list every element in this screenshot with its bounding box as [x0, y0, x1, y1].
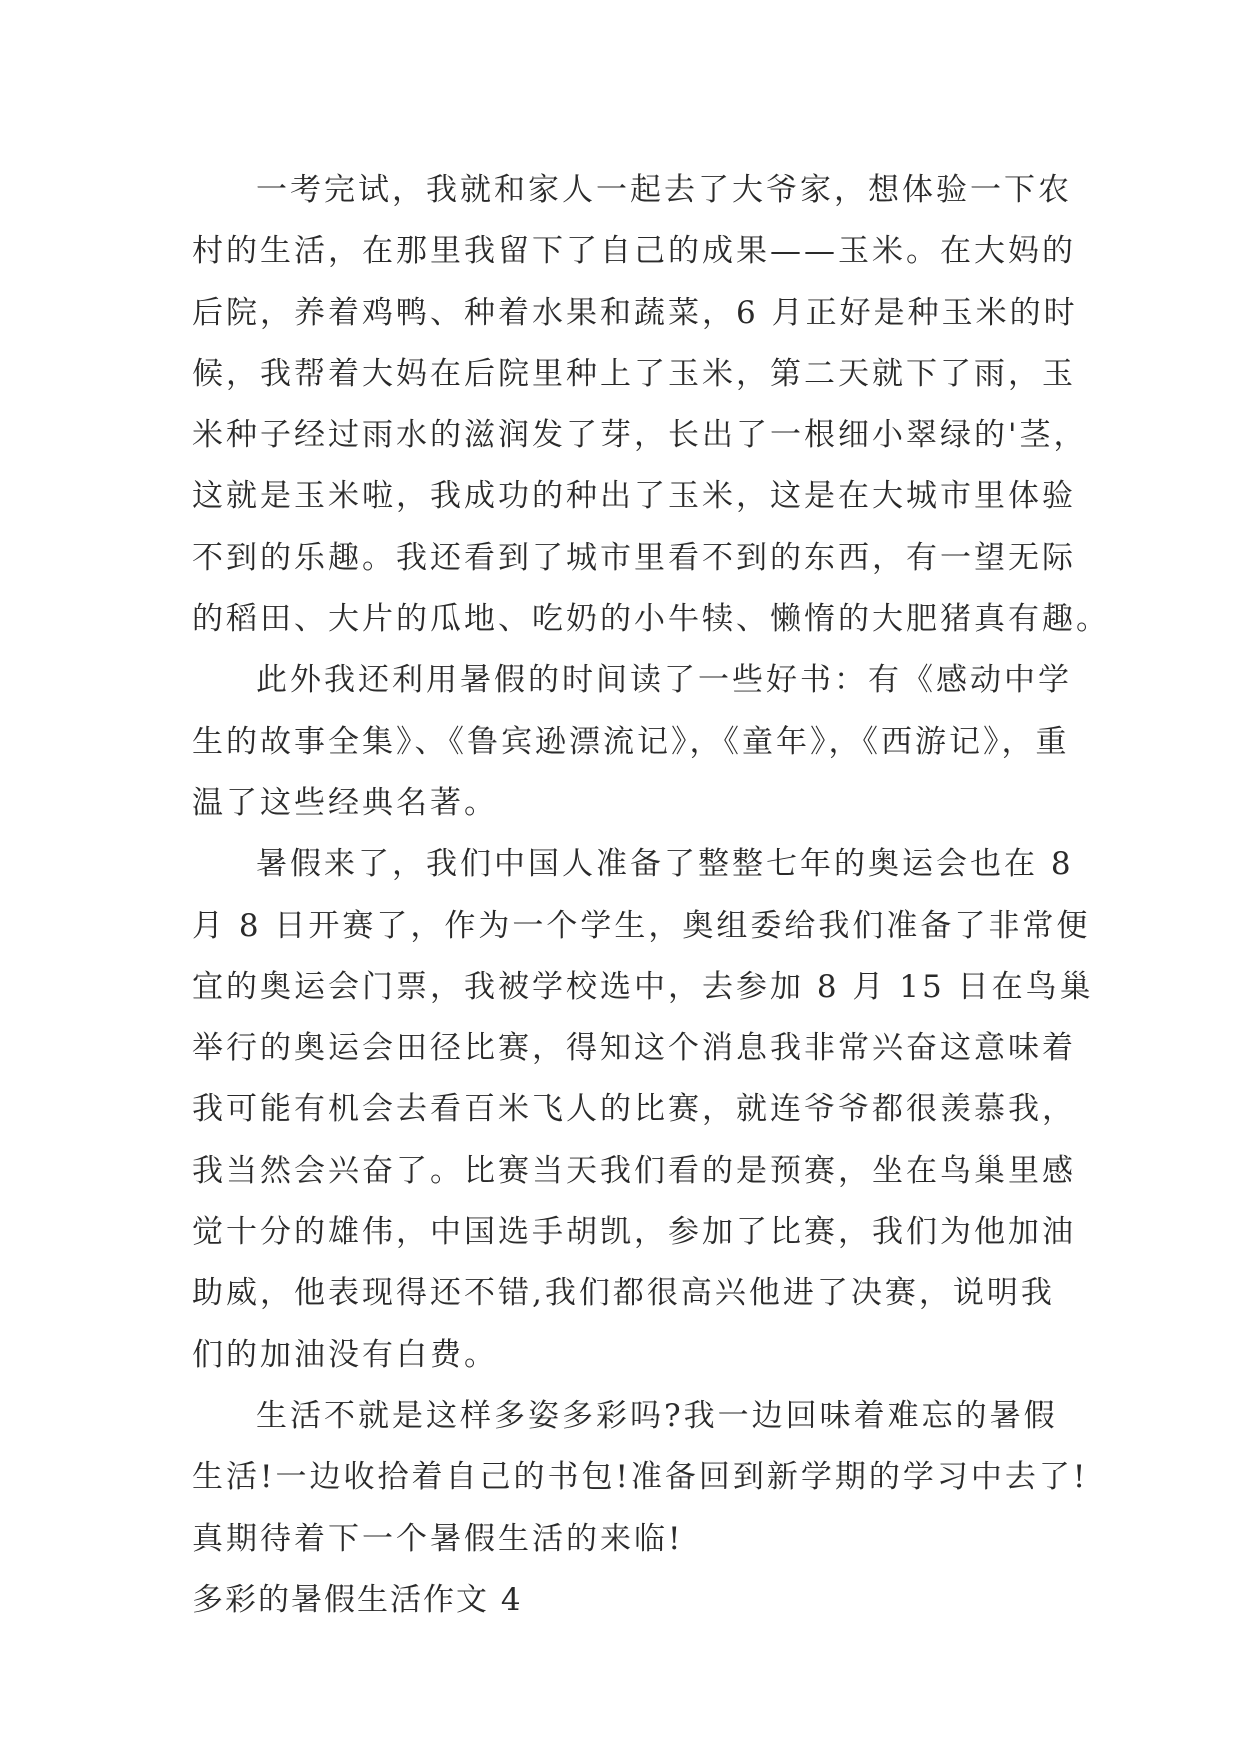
text-line: 生活!一边收拾着自己的书包!准备回到新学期的学习中去了!: [192, 1459, 1089, 1496]
paragraph-reading: [192, 650, 1072, 834]
text-line: 此外我还利用暑假的时间读了一些好书：有《感动中学: [256, 662, 1072, 699]
text-line: 月 8 日开赛了，作为一个学生，奥组委给我们准备了非常便: [192, 907, 1091, 944]
next-essay-heading: 多彩的暑假生活作文 4: [192, 1581, 523, 1618]
document-body: [192, 160, 1110, 1631]
text-line: 这就是玉米啦，我成功的种出了玉米，这是在大城市里体验: [192, 478, 1076, 515]
text-line: 助威，他表现得还不错,我们都很高兴他进了决赛，说明我: [192, 1275, 1055, 1312]
text-line: 们的加油没有白费。: [192, 1336, 498, 1373]
text-line: 不到的乐趣。我还看到了城市里看不到的东西，有一望无际: [192, 539, 1076, 576]
text-line: 我当然会兴奋了。比赛当天我们看的是预赛，坐在鸟巢里感: [192, 1152, 1076, 1189]
text-line: 村的生活，在那里我留下了自己的成果——玉米。在大妈的: [192, 233, 1076, 270]
text-line: 一考完试，我就和家人一起去了大爷家，想体验一下农: [256, 172, 1072, 208]
text-line: 米种子经过雨水的滋润发了芽，长出了一根细小翠绿的'茎，: [192, 417, 1088, 454]
text-line: 我可能有机会去看百米飞人的比赛，就连爷爷都很羡慕我，: [192, 1091, 1076, 1128]
text-line: 的稻田、大片的瓜地、吃奶的小牛犊、懒惰的大肥猪真有趣。: [192, 601, 1110, 638]
text-line: 温了这些经典名著。: [192, 784, 498, 821]
text-line: 举行的奥运会田径比赛，得知这个消息我非常兴奋这意味着: [192, 1030, 1076, 1067]
text-line: 真期待着下一个暑假生活的来临!: [192, 1520, 684, 1557]
text-line: 生活不就是这样多姿多彩吗?我一边回味着难忘的暑假: [256, 1397, 1058, 1434]
paragraph-conclusion: [192, 1386, 1089, 1570]
text-line: 候，我帮着大妈在后院里种上了玉米，第二天就下了雨，玉: [192, 355, 1076, 392]
paragraph-olympics: [192, 834, 1094, 1386]
paragraph-farm-experience: [192, 160, 1110, 650]
text-line: 宜的奥运会门票，我被学校选中，去参加 8 月 15 日在鸟巢: [192, 968, 1094, 1005]
text-line: 后院，养着鸡鸭、种着水果和蔬菜，6 月正好是种玉米的时: [192, 294, 1078, 331]
text-line: 暑假来了，我们中国人准备了整整七年的奥运会也在 8: [256, 846, 1074, 883]
text-line: 觉十分的雄伟，中国选手胡凯，参加了比赛，我们为他加油: [192, 1214, 1076, 1251]
text-line: 生的故事全集》、《鲁宾逊漂流记》，《童年》，《西游记》，重: [192, 723, 1070, 760]
